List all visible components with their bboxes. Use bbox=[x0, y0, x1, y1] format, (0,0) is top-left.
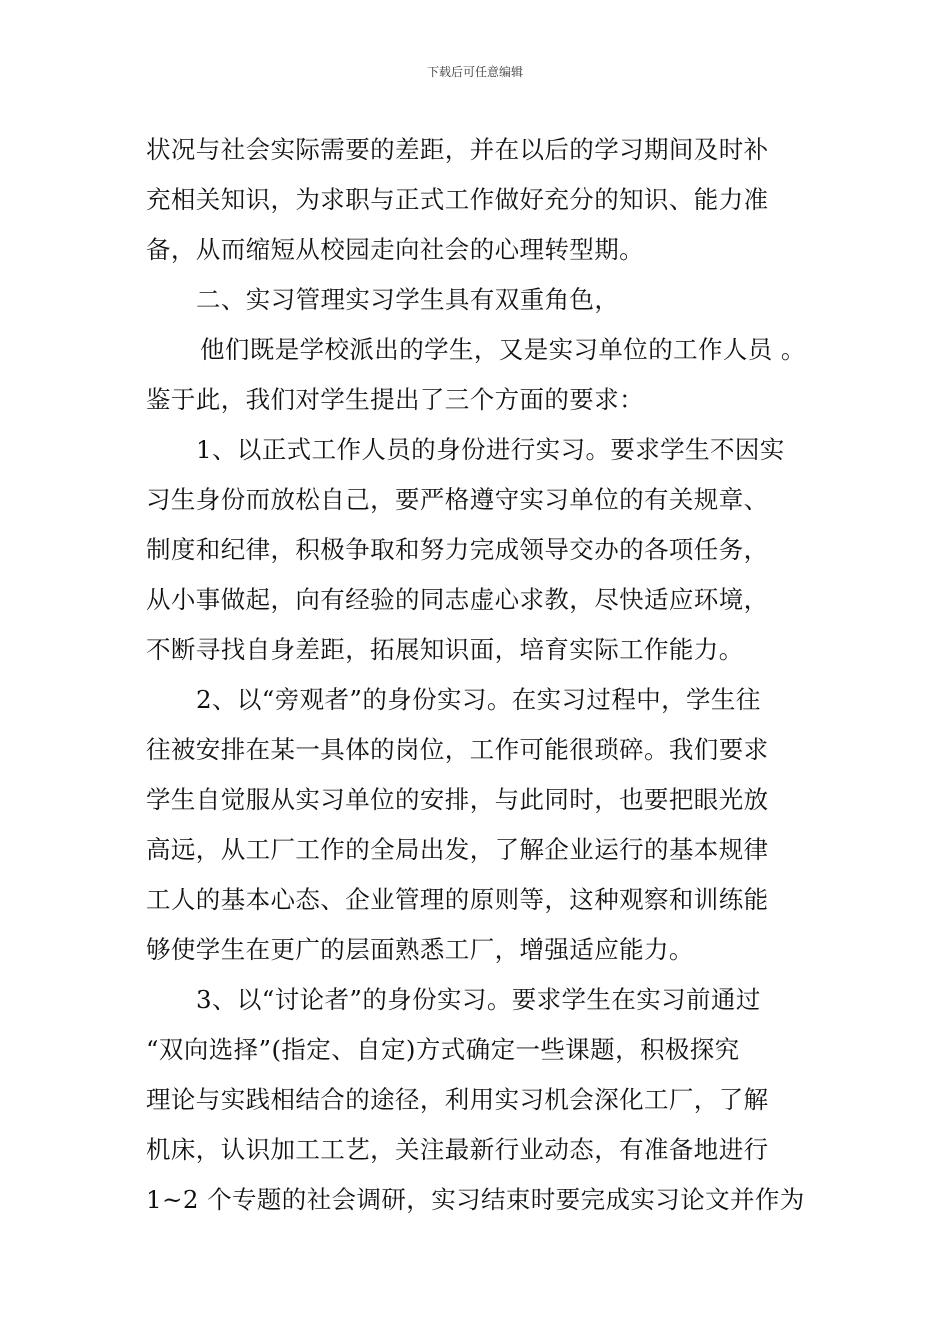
text-line: 机床，认识加工工艺，关注最新行业动态，有准备地进行 bbox=[146, 1135, 769, 1164]
text-line: 2、以“旁观者”的身份实习。在实习过程中，学生往 bbox=[196, 685, 761, 714]
text-line: 从小事做起，向有经验的同志虚心求教，尽快适应环境， bbox=[146, 585, 769, 614]
text-line: 学生自觉服从实习单位的安排，与此同时，也要把眼光放 bbox=[146, 785, 769, 814]
text-line: 习生身份而放松自己，要严格遵守实习单位的有关规章、 bbox=[146, 485, 769, 514]
text-line: 往被安排在某一具体的岗位，工作可能很琐碎。我们要求 bbox=[146, 735, 769, 764]
text-line: 二、实习管理实习学生具有双重角色， bbox=[196, 285, 620, 314]
text-line: 工人的基本心态、企业管理的原则等，这种观察和训练能 bbox=[146, 885, 769, 914]
text-line: 制度和纪律，积极争取和努力完成领导交办的各项任务， bbox=[146, 535, 769, 564]
text-line: 他们既是学校派出的学生，又是实习单位的工作人员 。 bbox=[200, 335, 806, 364]
text-line: 充相关知识，为求职与正式工作做好充分的知识、能力准 bbox=[146, 185, 769, 214]
page-header: 下载后可任意编辑 bbox=[426, 65, 523, 79]
text-line: “双向选择”(指定、自定)方式确定一些课题，积极探究 bbox=[146, 1035, 740, 1064]
text-line: 状况与社会实际需要的差距，并在以后的学习期间及时补 bbox=[146, 135, 769, 164]
text-line: 高远，从工厂工作的全局出发，了解企业运行的基本规律 bbox=[146, 835, 769, 864]
text-line: 鉴于此，我们对学生提出了三个方面的要求： bbox=[146, 385, 644, 414]
text-line: 1、以正式工作人员的身份进行实习。要求学生不因实 bbox=[196, 435, 785, 464]
text-line: 备，从而缩短从校园走向社会的心理转型期。 bbox=[146, 235, 644, 264]
text-line: 够使学生在更广的层面熟悉工厂，增强适应能力。 bbox=[146, 935, 694, 964]
text-line: 3、以“讨论者”的身份实习。要求学生在实习前通过 bbox=[196, 985, 761, 1014]
text-line: 1~2 个专题的社会调研，实习结束时要完成实习论文并作为 bbox=[146, 1185, 805, 1214]
text-line: 不断寻找自身差距，拓展知识面，培育实际工作能力。 bbox=[146, 635, 744, 664]
text-line: 理论与实践相结合的途径，利用实习机会深化工厂，了解 bbox=[146, 1085, 769, 1114]
